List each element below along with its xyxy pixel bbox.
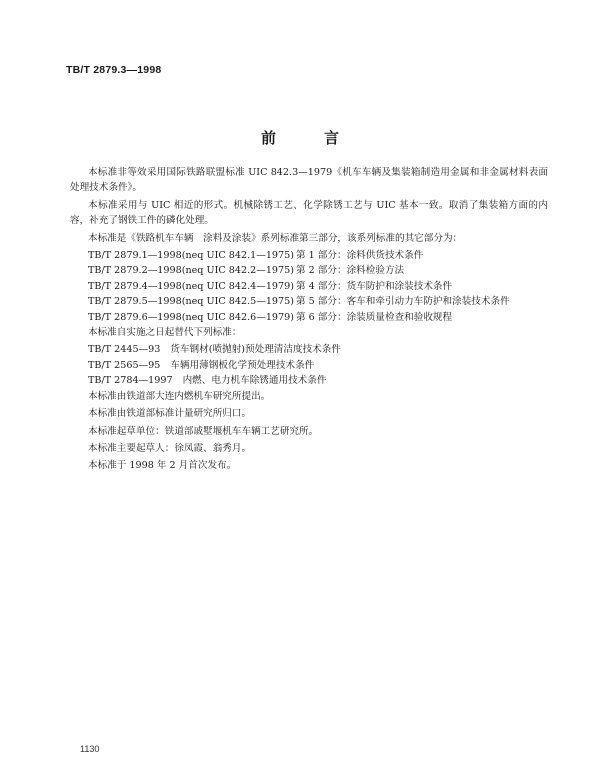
replaced-standard-row — [70, 373, 548, 388]
intro-paragraph: 本标准是《铁路机车车辆 涂料及涂装》系列标准第三部分，该系列标准的其它部分为： — [88, 232, 463, 244]
series-part-code: TB/T 2879.2—1998(neq UIC 842.2—1975) — [88, 265, 294, 277]
replaced-standard-row — [70, 342, 548, 357]
series-part-row — [70, 248, 548, 263]
series-part-row — [70, 263, 548, 278]
replaced-standards-list — [70, 342, 548, 388]
series-part-list — [70, 248, 548, 325]
series-part-row — [70, 294, 548, 309]
closing-paragraph: 本标准起草单位：铁道部戚墅堰机车车辆工艺研究所。 — [88, 425, 319, 437]
closing-paragraph: 本标准主要起草人：徐凤霞、翁秀月。 — [88, 442, 252, 454]
closing-paragraph: 本标准由铁道部大连内燃机车研究所提出。 — [88, 390, 271, 402]
replaced-standard-row — [70, 358, 548, 373]
series-part-desc: 第 1 部分：涂料供货技术条件 — [296, 250, 424, 262]
replaced-standard-desc: 内燃、电力机车除锈通用技术条件 — [182, 375, 327, 387]
page-title — [0, 127, 600, 148]
replaces-intro: 本标准自实施之日起替代下列标准： — [88, 327, 242, 339]
replaced-standard-code: TB/T 2445—93 — [88, 344, 161, 356]
series-part-code: TB/T 2879.6—1998(neq UIC 842.6—1979) — [88, 311, 294, 323]
closing-paragraph: 本标准于 1998 年 2 月首次发布。 — [88, 460, 237, 472]
series-part-desc: 第 4 部分：货车防护和涂装技术条件 — [296, 280, 453, 292]
replaced-standard-code: TB/T 2784—1997 — [88, 375, 173, 387]
series-part-row — [70, 279, 548, 294]
series-part-row — [70, 310, 548, 325]
page-number: 1130 — [80, 744, 100, 754]
series-part-code: TB/T 2879.4—1998(neq UIC 842.4—1979) — [88, 280, 294, 292]
title-char-1: 前 — [260, 129, 276, 147]
closing-paragraph: 本标准由铁道部标准计量研究所归口。 — [88, 408, 252, 420]
replaced-standard-code: TB/T 2565—95 — [88, 359, 161, 371]
replaced-standard-desc: 货车钢材(喷抛射)预处理清洁度技术条件 — [170, 344, 341, 356]
intro-paragraph: 本标准采用与 UIC 相近的形式。机械除锈工艺、化学除锈工艺与 UIC 基本一致。取消了集装箱方面的内容，补充了钢铁工件的磷化处理。 — [70, 199, 548, 227]
series-part-desc: 第 6 部分：涂装质量检查和验收规程 — [296, 311, 453, 323]
title-char-2: 言 — [324, 129, 340, 147]
replaced-standard-desc: 车辆用薄钢板化学预处理技术条件 — [170, 359, 315, 371]
series-part-code: TB/T 2879.5—1998(neq UIC 842.5—1975) — [88, 296, 294, 308]
standard-code: TB/T 2879.3—1998 — [66, 64, 162, 76]
series-part-desc: 第 5 部分：客车和牵引动力车防护和涂装技术条件 — [296, 296, 510, 308]
series-part-desc: 第 2 部分：涂料检验方法 — [296, 265, 405, 277]
series-part-code: TB/T 2879.1—1998(neq UIC 842.1—1975) — [88, 250, 294, 262]
intro-paragraph: 本标准非等效采用国际铁路联盟标准 UIC 842.3—1979《机车车辆及集装箱制造用金属和非金属材料表面处理技术条件》。 — [70, 167, 548, 194]
foreword-body — [70, 165, 548, 476]
